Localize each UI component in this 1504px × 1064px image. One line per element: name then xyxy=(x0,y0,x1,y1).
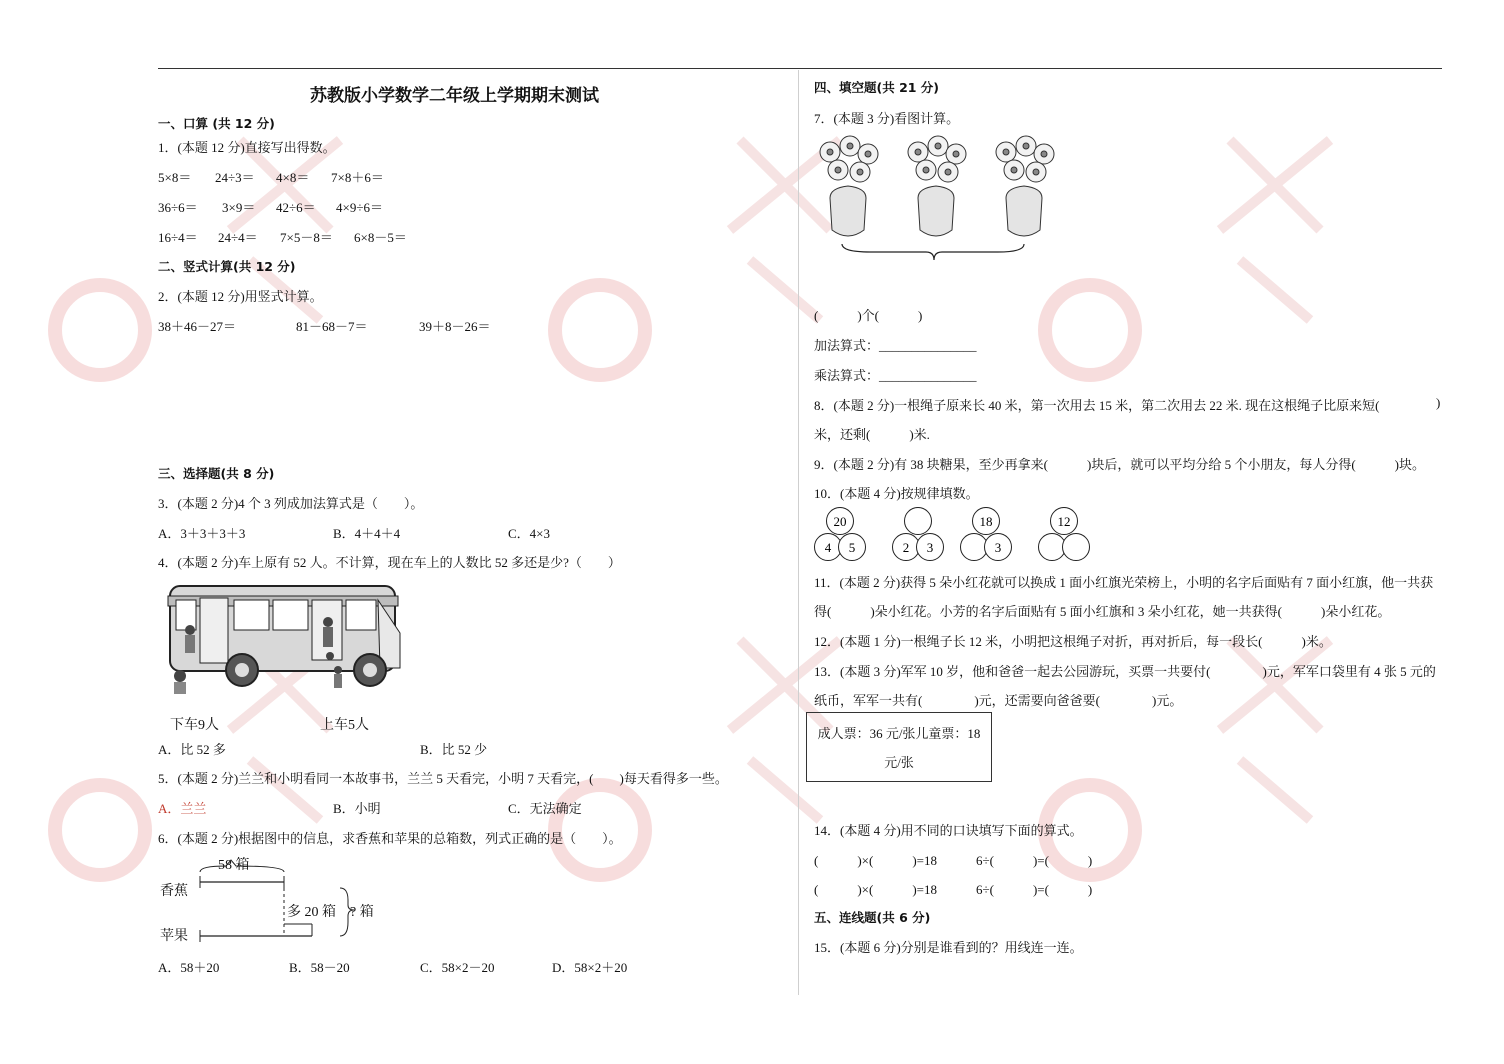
question-8-line2: 米，还剩( )米. xyxy=(814,427,930,442)
q6-option: A．58＋20 xyxy=(158,960,220,975)
question-11-line1: 11．(本题 2 分)获得 5 朵小红花就可以换成 1 面小红旗光荣榜上，小明的名字后面贴有 7 面小红旗，他一共获 xyxy=(814,575,1434,590)
question-14-stem: 14．(本题 4 分)用不同的口诀填写下面的算式。 xyxy=(814,823,1083,838)
diagram-label-top: 58 箱 xyxy=(218,858,250,873)
q5-option: B．小明 xyxy=(333,801,381,816)
pattern-number: 3 xyxy=(926,540,934,555)
q1-item: 36÷6＝ xyxy=(158,200,198,215)
number-pattern-circles xyxy=(810,506,1120,562)
q6-option: C．58×2－20 xyxy=(420,960,495,975)
q1-item: 24÷3＝ xyxy=(215,170,255,185)
diagram-label-total: ? 箱 xyxy=(350,905,374,920)
pattern-number: 4 xyxy=(824,540,832,555)
flower-vases-illustration xyxy=(810,132,1070,266)
q6-option: B．58－20 xyxy=(289,960,350,975)
q1-item: 5×8＝ xyxy=(158,170,192,185)
question-3-stem: 3．(本题 2 分)4 个 3 列成加法算式是（ ）。 xyxy=(158,496,424,511)
q1-item: 4×8＝ xyxy=(276,170,310,185)
pattern-number: 2 xyxy=(902,540,910,555)
pattern-number: 20 xyxy=(833,514,847,529)
question-10-stem: 10．(本题 4 分)按规律填数。 xyxy=(814,486,979,501)
segment-diagram xyxy=(156,850,396,950)
question-9-stem: 9．(本题 2 分)有 38 块糖果，至少再拿来( )块后，就可以平均分给 5 个小朋友，每人分得( )块。 xyxy=(814,457,1425,472)
pattern-circle-right xyxy=(1063,534,1090,561)
header-rule xyxy=(158,68,1442,69)
q2-item: 38＋46－27＝ xyxy=(158,319,237,334)
section-heading-4: 四、填空题(共 21 分) xyxy=(814,80,940,95)
q7-multiplication: 乘法算式：_______________ xyxy=(814,368,977,383)
diagram-label-apple: 苹果 xyxy=(160,929,188,944)
q2-item: 39＋8－26＝ xyxy=(419,319,491,334)
question-15-stem: 15．(本题 6 分)分别是谁看到的？用线连一连。 xyxy=(814,940,1083,955)
pattern-number: 3 xyxy=(994,540,1002,555)
q1-item: 16÷4＝ xyxy=(158,230,198,245)
pattern-circle-left xyxy=(1039,534,1066,561)
q1-item: 4×9÷6＝ xyxy=(336,200,383,215)
q7-blank: ( )个( ) xyxy=(814,308,923,323)
q1-item: 42÷6＝ xyxy=(276,200,316,215)
q4-option: A．比 52 多 xyxy=(158,742,226,757)
section-heading-2: 二、竖式计算(共 12 分) xyxy=(158,259,296,274)
question-2-stem: 2．(本题 12 分)用竖式计算。 xyxy=(158,289,323,304)
q3-option: B．4＋4＋4 xyxy=(333,526,401,541)
section-heading-3: 三、选择题(共 8 分) xyxy=(158,466,275,481)
question-7-stem: 7．(本题 3 分)看图计算。 xyxy=(814,111,960,126)
q14-row: ( )×( )=18 6÷( )=( ) xyxy=(814,853,1093,868)
question-8-line1-end: ) xyxy=(1436,395,1441,410)
ticket-price-box xyxy=(806,712,992,782)
pattern-circle-top xyxy=(905,508,932,535)
diagram-label-banana: 香蕉 xyxy=(160,884,188,899)
question-1-stem: 1．(本题 12 分)直接写出得数。 xyxy=(158,140,336,155)
pattern-number: 5 xyxy=(848,540,856,555)
q1-item: 3×9＝ xyxy=(222,200,256,215)
question-13-line2: 纸币，军军一共有( )元，还需要向爸爸要( )元。 xyxy=(814,693,1183,708)
question-6-stem: 6．(本题 2 分)根据图中的信息，求香蕉和苹果的总箱数，列式正确的是（ ）。 xyxy=(158,831,622,846)
q5-option: C．无法确定 xyxy=(508,801,582,816)
q1-item: 7×5－8＝ xyxy=(280,230,333,245)
bus-label-off: 下车9人 xyxy=(170,718,219,733)
question-12-stem: 12．(本题 1 分)一根绳子长 12 米，小明把这根绳子对折，再对折后，每一段长( )米。 xyxy=(814,634,1332,649)
ticket-line-2: 元/张 xyxy=(884,755,914,770)
question-8-line1: 8．(本题 2 分)一根绳子原来长 40 米，第一次用去 15 米，第二次用去 22 米. 现在这根绳子比原来短( xyxy=(814,398,1380,413)
q7-addition: 加法算式：_______________ xyxy=(814,338,977,353)
bus-label-on: 上车5人 xyxy=(320,718,369,733)
section-heading-5: 五、连线题(共 6 分) xyxy=(814,910,931,925)
q1-item: 6×8－5＝ xyxy=(354,230,407,245)
q5-option: A．兰兰 xyxy=(158,801,207,816)
section-heading-1: 一、口算 (共 12 分) xyxy=(158,116,275,131)
question-13-line1: 13．(本题 3 分)军军 10 岁，他和爸爸一起去公园游玩，买票一共要付( )元，军军口袋里有 4 张 5 元的 xyxy=(814,664,1436,679)
page-title: 苏教版小学数学二年级上学期期末测试 xyxy=(310,86,599,106)
column-divider xyxy=(798,70,799,995)
bus-illustration xyxy=(160,578,420,698)
pattern-number: 12 xyxy=(1057,514,1071,529)
question-11-line2: 得( )朵小红花。小芳的名字后面贴有 5 面小红旗和 3 朵小红花，她一共获得( )朵小红花。 xyxy=(814,604,1391,619)
ticket-line-1: 成人票：36 元/张儿童票：18 xyxy=(817,726,981,741)
question-5-stem: 5．(本题 2 分)兰兰和小明看同一本故事书，兰兰 5 天看完，小明 7 天看完，( )每天看得多一些。 xyxy=(158,771,728,786)
q1-item: 7×8＋6＝ xyxy=(331,170,384,185)
q1-item: 24÷4＝ xyxy=(218,230,258,245)
question-4-stem: 4．(本题 2 分)车上原有 52 人。不计算，现在车上的人数比 52 多还是少?（ ） xyxy=(158,555,621,570)
pattern-number: 18 xyxy=(979,514,993,529)
q14-row: ( )×( )=18 6÷( )=( ) xyxy=(814,882,1093,897)
q3-option: A．3＋3＋3＋3 xyxy=(158,526,246,541)
diagram-label-more: 多 20 箱 xyxy=(287,905,336,920)
q3-option: C．4×3 xyxy=(508,526,551,541)
q2-item: 81－68－7＝ xyxy=(296,319,368,334)
pattern-circle-left xyxy=(961,534,988,561)
q6-option: D．58×2＋20 xyxy=(552,960,628,975)
q4-option: B．比 52 少 xyxy=(420,742,488,757)
